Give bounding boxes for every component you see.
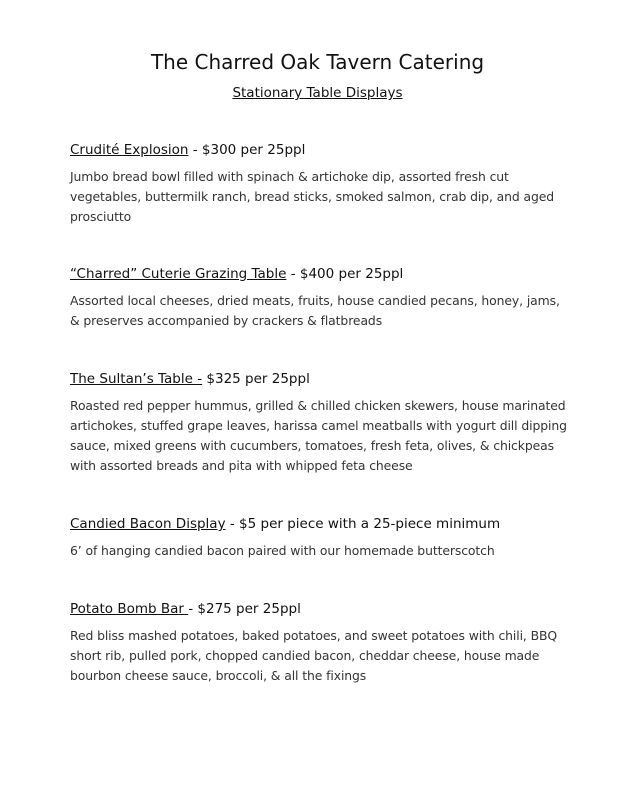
menu-item-description: Red bliss mashed potatoes, baked potatoes, and sweet potatoes with chili, BBQ short rib, pulled pork, chopped candied bacon, cheddar cheese, house made bourbon cheese sauce, broccoli, & all the fixings [70, 628, 558, 683]
menu-item-price: - $400 per 25ppl [286, 266, 404, 282]
menu-item-name: The Sultan’s Table - [70, 371, 203, 387]
menu-item-description: Roasted red pepper hummus, grilled & chilled chicken skewers, house marinated artichokes, stuffed grape leaves, harissa camel meatballs with yogurt dill dipping sauce, mixed greens with cucumbers, tomatoes, fresh feta, olives, & chickpeas with assorted breads and pita with whipped feta cheese [70, 398, 567, 473]
menu-item-charcuterie [70, 264, 570, 331]
menu-item-price: - $5 per piece with a 25-piece minimum [225, 516, 501, 532]
menu-item-crudite [70, 140, 570, 227]
menu-item-name: Crudité Explosion [70, 142, 189, 158]
document-subtitle-text: Stationary Table Displays [232, 85, 403, 101]
menu-item-name: Candied Bacon Display [70, 516, 226, 532]
menu-item-description: 6’ of hanging candied bacon paired with our homemade butterscotch [70, 543, 495, 558]
menu-item-description: Jumbo bread bowl filled with spinach & artichoke dip, assorted fresh cut vegetables, buttermilk ranch, bread sticks, smoked salmon, crab dip, and aged prosciutto [70, 169, 555, 224]
menu-item-price: $325 per 25ppl [202, 371, 310, 387]
menu-item-candied-bacon [70, 514, 570, 561]
menu-item-price: - $275 per 25ppl [188, 601, 301, 617]
menu-item-potato-bomb-bar [70, 599, 570, 686]
menu-item-heading [70, 264, 570, 284]
menu-item-heading [70, 140, 570, 160]
menu-item-heading [70, 369, 570, 389]
menu-item-sultans-table [70, 369, 570, 476]
document-title: The Charred Oak Tavern Catering [150, 50, 485, 74]
menu-item-description: Assorted local cheeses, dried meats, fruits, house candied pecans, honey, jams, & preserves accompanied by crackers & flatbreads [70, 293, 560, 328]
document-subtitle [0, 85, 635, 101]
menu-item-heading [70, 599, 570, 619]
menu-item-name: Potato Bomb Bar [70, 601, 189, 617]
menu-item-heading [70, 514, 570, 534]
menu-item-price: - $300 per 25ppl [188, 142, 306, 158]
menu-item-name: “Charred” Cuterie Grazing Table [70, 266, 287, 282]
